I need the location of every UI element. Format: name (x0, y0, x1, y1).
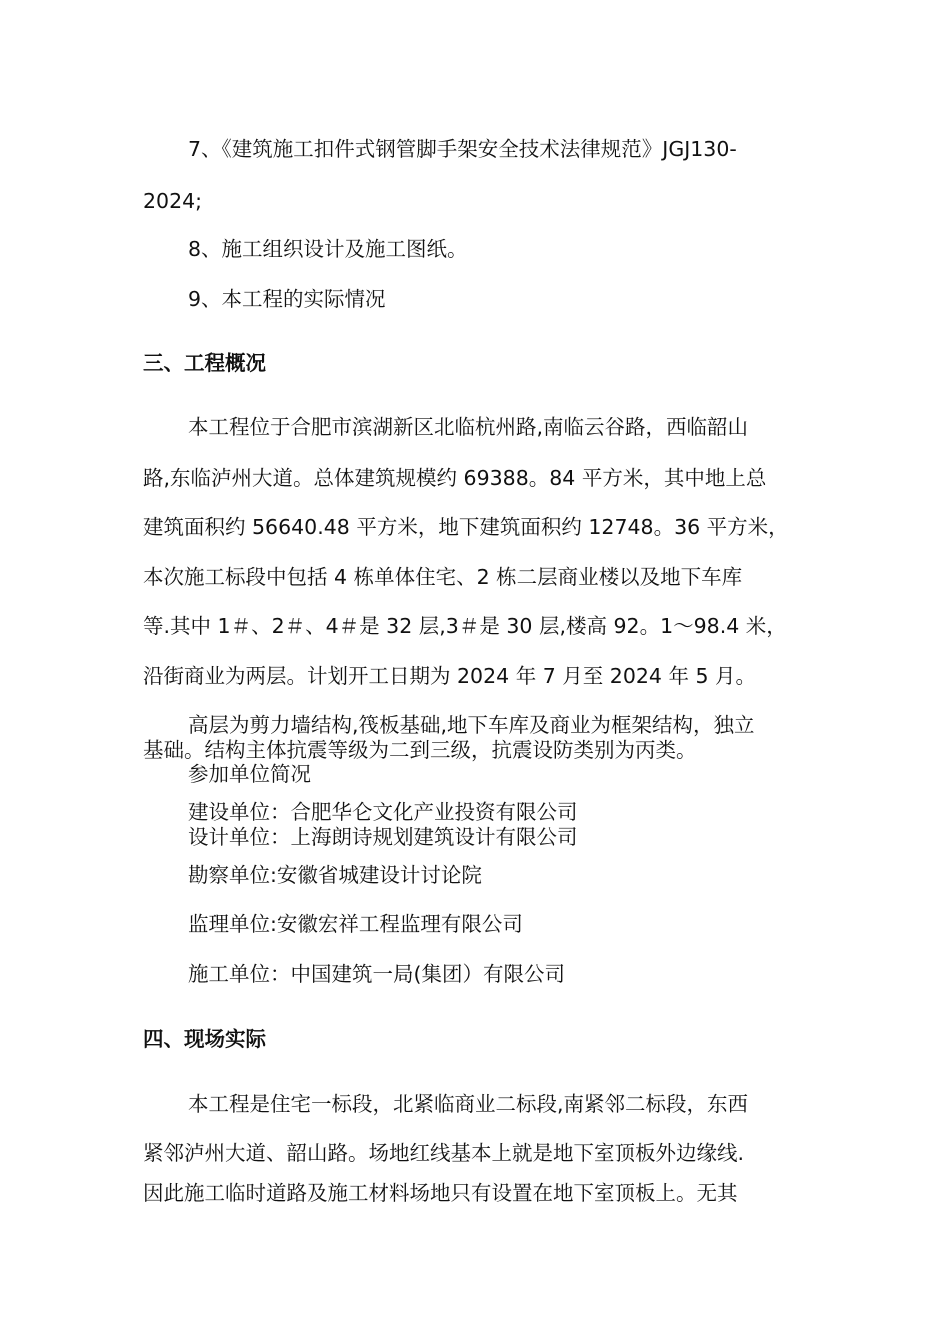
overview-paragraph-line: 路,东临泸州大道。总体建筑规模约 69388。84 平方米，其中地上总 (143, 466, 767, 490)
participating-units-title: 参加单位简况 (188, 762, 311, 786)
unit-supervisor: 监理单位:安徽宏祥工程监理有限公司 (188, 912, 523, 936)
reference-item-7-line-1: 7、《建筑施工扣件式钢管脚手架安全技术法律规范》JGJ130- (188, 137, 737, 161)
unit-surveyor: 勘察单位:安徽省城建设计讨论院 (188, 863, 482, 887)
overview-paragraph-line: 沿街商业为两层。计划开工日期为 2024 年 7 月至 2024 年 5 月。 (143, 664, 757, 688)
overview-paragraph-line: 本工程位于合肥市滨湖新区北临杭州路,南临云谷路，西临韶山 (188, 415, 749, 439)
unit-construction-owner: 建设单位：合肥华仑文化产业投资有限公司 (188, 800, 578, 824)
site-paragraph-line: 因此施工临时道路及施工材料场地只有设置在地下室顶板上。无其 (143, 1181, 738, 1205)
unit-contractor: 施工单位：中国建筑一局(集团）有限公司 (188, 962, 565, 986)
reference-item-7-line-2: 2024; (143, 189, 203, 213)
unit-designer: 设计单位：上海朗诗规划建筑设计有限公司 (188, 825, 578, 849)
structure-paragraph-line: 高层为剪力墙结构,筏板基础,地下车库及商业为框架结构，独立 (188, 713, 755, 737)
site-paragraph-line: 本工程是住宅一标段，北紧临商业二标段,南紧邻二标段，东西 (188, 1092, 749, 1116)
section-heading-site-conditions: 四、现场实际 (143, 1027, 266, 1051)
reference-item-9: 9、本工程的实际情况 (188, 287, 386, 311)
overview-paragraph-line: 建筑面积约 56640.48 平方米，地下建筑面积约 12748。36 平方米， (143, 515, 789, 539)
site-paragraph-line: 紧邻泸州大道、韶山路。场地红线基本上就是地下室顶板外边缘线. (143, 1141, 745, 1165)
overview-paragraph-line: 等.其中 1＃、2＃、4＃是 32 层,3＃是 30 层,楼高 92。1～98.4 米， (143, 614, 787, 638)
reference-item-8: 8、施工组织设计及施工图纸。 (188, 237, 468, 261)
section-heading-project-overview: 三、工程概况 (143, 351, 266, 375)
structure-paragraph-line: 基础。结构主体抗震等级为二到三级，抗震设防类别为丙类。 (143, 738, 697, 762)
overview-paragraph-line: 本次施工标段中包括 4 栋单体住宅、2 栋二层商业楼以及地下车库 (143, 565, 743, 589)
